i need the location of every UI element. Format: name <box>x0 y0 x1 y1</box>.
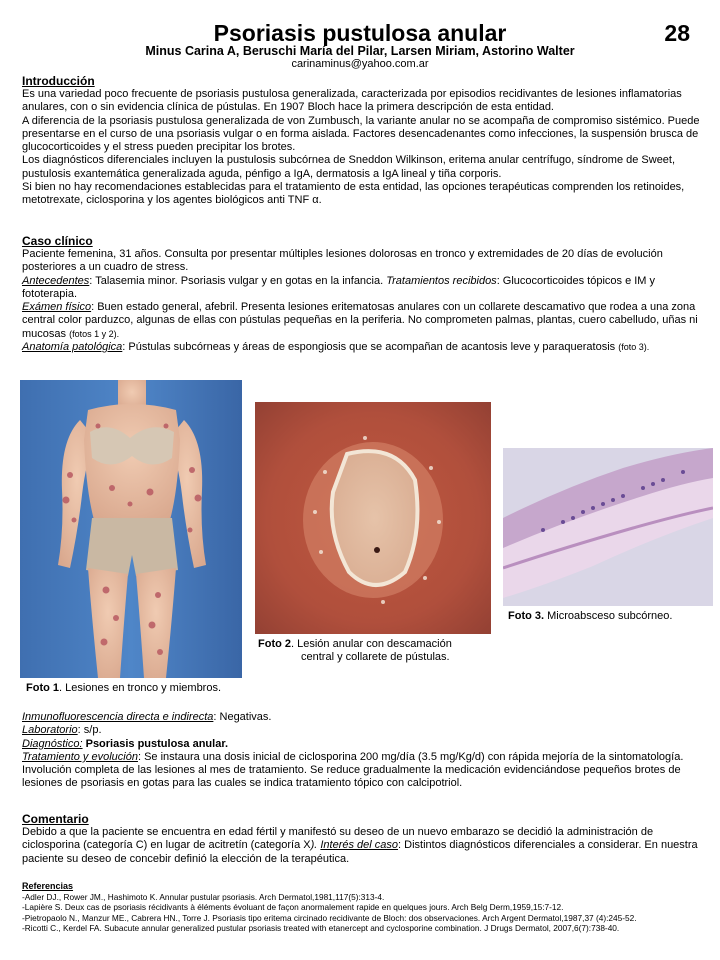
intro-section <box>22 74 712 208</box>
examen-text: : Buen estado general, afebril. Presenta lesiones eritematosas anulares con un collarete descamativo que rodea a una zona central color parduzco, algunas de ellas con pústulas pequeñas en la periferia. No comprometen palmas, plantas, cuero cabelludo, uñas ni mucosas <box>22 301 698 340</box>
examen-line <box>22 301 712 341</box>
comment-paragraph <box>22 826 712 866</box>
examen-ref: (fotos 1 y 2). <box>69 328 120 339</box>
case-paragraph-1: Paciente femenina, 31 años. Consulta por presentar múltiples lesiones dolorosas en tronco y extremidades de 20 días de evolución posteriores a un cuadro de stress. <box>22 248 663 274</box>
references-section <box>22 881 712 934</box>
trat-line <box>22 751 712 791</box>
diag-line <box>22 738 712 751</box>
tratamientos-text: : Glucocorticoides tópicos e IM y fototerapia. <box>22 274 656 300</box>
antecedentes-line <box>22 275 712 302</box>
foto-2-text: . Lesión anular con descamación <box>291 638 452 650</box>
interes-label: Interés del caso <box>320 839 399 852</box>
reference-item: -Adler DJ., Rower JM., Hashimoto K. Annular pustular psoriasis. Arch Dermatol,1981,117(5):313-4. <box>22 891 385 902</box>
lab-text: : s/p. <box>77 724 102 737</box>
intro-paragraph-3: Los diagnósticos diferenciales incluyen la pustulosis subcórnea de Sneddon Wilkinson, eritema anular centrífugo, síndrome de Sweet, pustulosis exantemática generalizada aguda, pénfigo a IgA, dermatosis a IgA lineal y tiña corporis. <box>22 154 676 180</box>
foto-1-label: Foto 1 <box>26 682 59 694</box>
poster-title: Psoriasis pustulosa anular <box>213 20 507 46</box>
diag-text: Psoriasis pustulosa anular. <box>82 737 229 750</box>
reference-item: -Pietropaolo N., Manzur ME., Cabrera HN., Torre J. Psoriasis tipo eritema circinado recidivante de Bloch: dos observaciones. Arch Argent Dermatol,1987,37 (4):245-52. <box>22 912 637 923</box>
intro-heading: Introducción <box>22 74 95 88</box>
examen-label: Exámen físico <box>22 301 92 314</box>
trat-label: Tratamiento y evolución <box>22 750 138 763</box>
intro-paragraph-2: A diferencia de la psoriasis pustulosa generalizada de von Zumbusch, la variante anular no se acompaña de compromiso sistémico. Puede presentarse en el curso de una psoriasis vulgar o en forma aislada. Factores desencadenantes como infecciones, la suspensión brusca de glucocorticoides y el stress pueden precipitar los brotes. <box>22 114 700 154</box>
diag-label: Diagnóstico: <box>22 737 83 750</box>
foto-2-caption <box>258 638 488 665</box>
foto-3-label: Foto 3. <box>508 610 545 622</box>
references-heading: Referencias <box>22 881 74 891</box>
antecedentes-text: : Talasemia minor. Psoriasis vulgar y en gotas en la infancia. <box>89 274 387 287</box>
anatomia-line <box>22 341 712 354</box>
foto-3-caption <box>508 610 672 623</box>
comment-heading: Comentario <box>22 812 89 826</box>
foto-1-caption <box>26 682 221 695</box>
foto-1-text: . Lesiones en tronco y miembros. <box>59 682 222 694</box>
comment-section <box>22 812 712 866</box>
reference-item: -Lapière S. Deux cas de psoriasis récidivants à éléments évoluant de façon anormalement rapide en quelques jours. Arch Belg Derm,1959,15:7-12. <box>22 902 564 913</box>
intro-paragraph-1: Es una variedad poco frecuente de psoriasis pustulosa generalizada, caracterizada por episodios recidivantes de lesiones inflamatorias anulares, con o sin evidencia clínica de pústulas. En 1907 Bloch hace la primera descripción de esta entidad. <box>22 88 682 114</box>
foto-3-text: Microabsceso subcórneo. <box>544 610 673 622</box>
tratamientos-label: Tratamientos recibidos <box>386 274 497 287</box>
anatomia-label: Anatomía patológica <box>22 341 123 354</box>
inmuno-text: : Negativas. <box>213 711 272 723</box>
inmuno-label: Inmunofluorescencia directa e indirecta <box>22 711 214 723</box>
followup-section <box>22 711 712 791</box>
case-section <box>22 234 712 354</box>
lab-label: Laboratorio <box>22 724 78 737</box>
comment-text-1b: ). <box>310 839 321 852</box>
case-heading: Caso clínico <box>22 234 93 248</box>
lab-line <box>22 724 712 737</box>
foto-2-label: Foto 2 <box>258 638 291 650</box>
foto-2-image <box>255 402 491 634</box>
foto-2-text-line-2: central y collarete de pústulas. <box>301 651 450 664</box>
anatomia-ref: (foto 3). <box>618 342 650 353</box>
trat-text: : Se instaura una dosis inicial de ciclosporina 200 mg/día (3.5 mg/Kg/d) con rápida mejoría de la sintomatología. Involución completa de las lesiones al mes de tratamiento. Se reduce gradualmente la medicación evidenciándose pequeños brotes de lesiones de psoriasis en gotas para las cuales se indica tratamiento tópico con calcipotriol. <box>22 750 684 790</box>
author-email: carinaminus@yahoo.com.ar <box>291 58 429 70</box>
antecedentes-label: Antecedentes <box>22 274 90 287</box>
reference-item: -Ricotti C., Kerdel FA. Subacute annular generalized pustular psoriasis treated with etanercept and cyclosporine combination. J Drugs Dermatol, 2007,6(7):738-40. <box>22 923 620 934</box>
foto-1-image <box>20 380 242 678</box>
comment-text-2: : Distintos diagnósticos diferenciales a considerar. En nuestra paciente su deseo de concebir definió la elección de la terapéutica. <box>22 839 698 865</box>
anatomia-text: : Pústulas subcórneas y áreas de espongiosis que se acompañan de acantosis leve y paraqueratosis <box>122 341 619 354</box>
foto-3-image <box>503 448 713 606</box>
intro-paragraph-4: Si bien no hay recomendaciones establecidas para el tratamiento de esta entidad, las opciones terapéuticas comprenden los retinoides, metotrexate, ciclosporina y los agentes biológicos anti TNF α. <box>22 181 685 207</box>
authors: Minus Carina A, Beruschi María del Pilar, Larsen Miriam, Astorino Walter <box>145 44 575 58</box>
comment-text-1: Debido a que la paciente se encuentra en edad fértil y manifestó su deseo de un nuevo embarazo se decidió la administración de ciclosporina (categoría C) en lugar de acitretín (categoría X <box>22 826 654 852</box>
poster-number: 28 <box>664 20 690 46</box>
inmuno-line <box>22 711 712 724</box>
